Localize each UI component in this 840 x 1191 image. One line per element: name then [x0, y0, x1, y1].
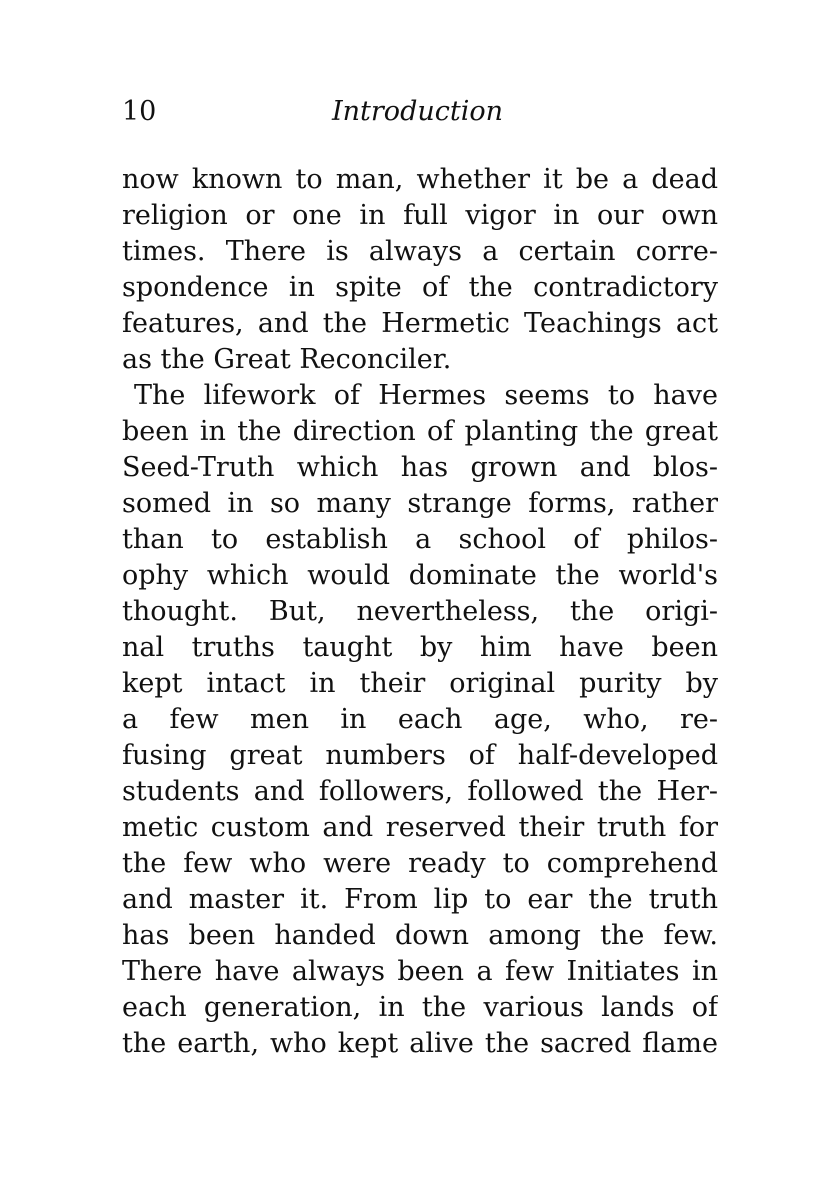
text-line: The lifework of Hermes seems to have [134, 380, 718, 411]
text-line: now known to man, whether it be a dead [122, 164, 718, 195]
text-line: been in the direction of planting the great [122, 416, 718, 447]
text-line: each generation, in the various lands of [122, 992, 718, 1023]
text-line: thought. But, nevertheless, the origi- [122, 596, 718, 627]
text-line: ophy which would dominate the world's [122, 560, 718, 591]
text-line: kept intact in their original purity by [122, 668, 718, 699]
text-line: fusing great numbers of half-developed [122, 740, 718, 771]
page-number: 10 [122, 96, 157, 127]
text-line: There have always been a few Initiates in [122, 956, 718, 987]
text-line: has been handed down among the few. [122, 920, 718, 951]
running-title: Introduction [332, 96, 503, 127]
text-line: somed in so many strange forms, rather [122, 488, 718, 519]
text-line: a few men in each age, who, re- [122, 704, 718, 735]
text-line: features, and the Hermetic Teachings act [122, 308, 718, 339]
text-line: religion or one in full vigor in our own [122, 200, 718, 231]
running-head [122, 96, 718, 132]
text-line: metic custom and reserved their truth for [122, 812, 718, 843]
text-line: as the Great Reconciler. [122, 344, 452, 375]
text-line: students and followers, followed the Her- [122, 776, 718, 807]
body-text [122, 162, 718, 1062]
text-line: times. There is always a certain corre- [122, 236, 718, 267]
text-line: the earth, who kept alive the sacred flame [122, 1028, 718, 1059]
text-line: Seed-Truth which has grown and blos- [122, 452, 718, 483]
text-line: the few who were ready to comprehend [122, 848, 718, 879]
text-line: nal truths taught by him have been [122, 632, 718, 663]
text-line: spondence in spite of the contradictory [122, 272, 718, 303]
text-line: than to establish a school of philos- [122, 524, 718, 555]
text-line: and master it. From lip to ear the truth [122, 884, 718, 915]
